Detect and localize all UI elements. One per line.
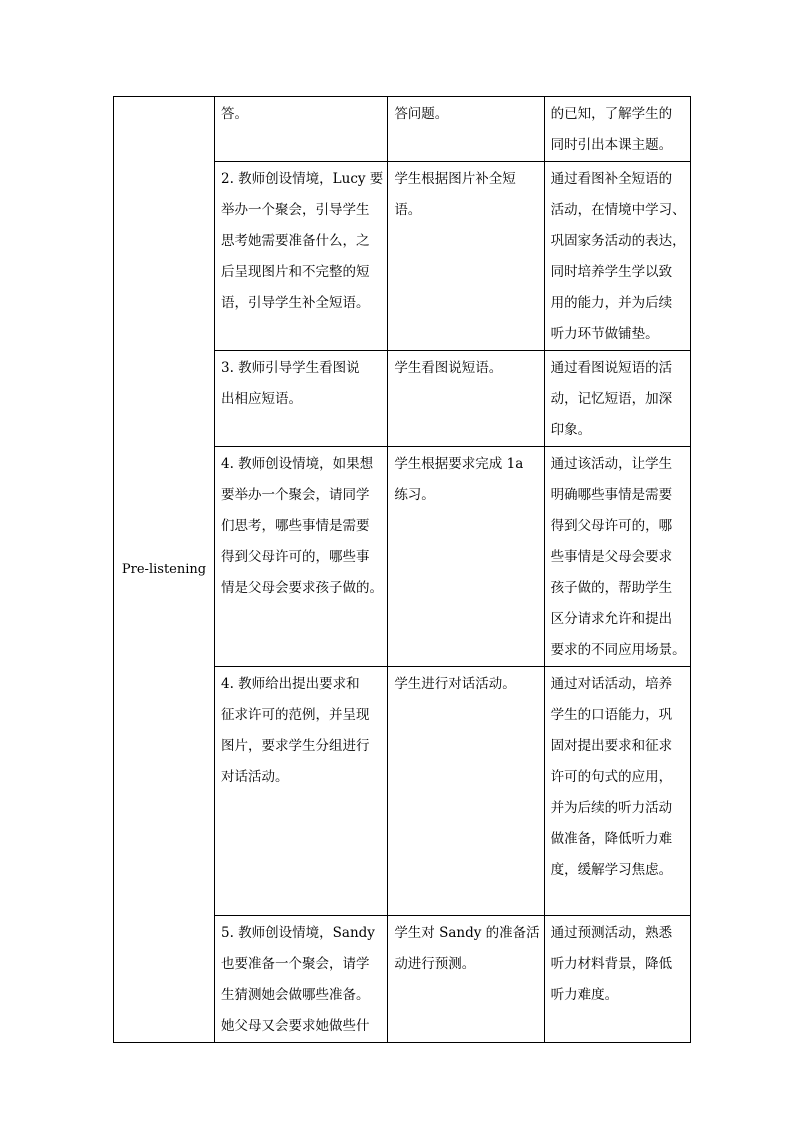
cell-line: 2. 教师创设情境，Lucy 要 [221,171,384,187]
cell-line: 语。 [394,202,422,218]
cell-line: 得到父母许可的，哪 [550,518,673,534]
cell-line: 听力难度。 [550,987,619,1003]
cell-line: 用的能力，并为后续 [550,295,673,311]
cell-line: 学生进行对话活动。 [394,676,516,692]
teacher-activity-cell [215,162,388,351]
cell-line: 学生根据图片补全短 [394,171,516,187]
cell-line: 学生根据要求完成 1a [394,456,524,472]
cell-line: 固对提出要求和征求 [550,738,673,754]
cell-line: 学生对 Sandy 的准备活 [394,925,540,941]
cell-line: 度，缓解学习焦虑。 [550,862,673,878]
student-activity-cell [388,447,544,667]
purpose-activity-cell [544,97,690,162]
cell-line: 后呈现图片和不完整的短 [221,264,370,280]
cell-line: 听力环节做铺垫。 [550,326,659,342]
cell-line: 思考她需要准备什么，之 [221,233,370,249]
stage-label: Pre-listening [114,97,215,1043]
purpose-activity-cell [544,447,690,667]
cell-line: 动进行预测。 [394,956,476,972]
cell-line: 学生看图说短语。 [394,360,503,376]
cell-line: 印象。 [550,422,592,438]
purpose-activity-cell [544,162,690,351]
cell-line: 同时引出本课主题。 [550,137,673,153]
cell-line: 通过该活动，让学生 [550,456,673,472]
student-activity-cell [388,351,544,447]
cell-line: 区分请求允许和提出 [550,611,673,627]
cell-line: 5. 教师创设情境，Sandy [221,925,375,941]
cell-line: 对话活动。 [221,769,289,785]
teacher-activity-cell [215,667,388,916]
cell-line: 生猜测她会做哪些准备。 [221,987,370,1003]
cell-line: 通过看图补全短语的 [550,171,673,187]
cell-line: 4. 教师给出提出要求和 [221,676,360,692]
table-row [114,97,691,162]
cell-line: 通过看图说短语的活 [550,360,673,376]
student-activity-cell [388,916,544,1043]
cell-line: 通过预测活动，熟悉 [550,925,673,941]
cell-line: 们思考，哪些事情是需要 [221,518,370,534]
cell-line: 活动，在情境中学习、 [550,202,686,218]
cell-line: 征求许可的范例，并呈现 [221,707,370,723]
cell-line: 图片，要求学生分组进行 [221,738,370,754]
cell-line: 听力材料背景，降低 [550,956,673,972]
student-activity-cell [388,97,544,162]
cell-line: 同时培养学生学以致 [550,264,673,280]
cell-line: 练习。 [394,487,435,503]
cell-line: 通过对话活动，培养 [550,676,673,692]
cell-line: 的已知，了解学生的 [550,106,673,122]
cell-line: 许可的句式的应用， [550,769,673,785]
student-activity-cell [388,162,544,351]
lesson-plan-table [113,96,691,1043]
cell-line: 3. 教师引导学生看图说 [221,360,360,376]
cell-line: 明确哪些事情是需要 [550,487,673,503]
cell-line: 得到父母许可的，哪些事 [221,549,370,565]
cell-line: 也要准备一个聚会，请学 [221,956,370,972]
cell-line: 些事情是父母会要求 [550,549,673,565]
teacher-activity-cell [215,916,388,1043]
cell-line: 孩子做的，帮助学生 [550,580,673,596]
purpose-activity-cell [544,667,690,916]
cell-line: 语，引导学生补全短语。 [221,295,370,311]
cell-line: 要求的不同应用场景。 [550,642,686,658]
cell-line: 动，记忆短语，加深 [550,391,673,407]
purpose-activity-cell [544,916,690,1043]
cell-line: 答。 [221,106,248,122]
cell-line: 学生的口语能力，巩 [550,707,673,723]
cell-line: 答问题。 [394,106,449,122]
table-body [114,97,691,1043]
cell-line: 情是父母会要求孩子做的。 [221,580,383,596]
teacher-activity-cell [215,447,388,667]
cell-line: 并为后续的听力活动 [550,800,673,816]
cell-line: 举办一个聚会，引导学生 [221,202,370,218]
student-activity-cell [388,667,544,916]
teacher-activity-cell [215,351,388,447]
cell-line: 4. 教师创设情境，如果想 [221,456,374,472]
cell-line: 她父母又会要求她做些什 [221,1018,370,1034]
cell-line: 出相应短语。 [221,391,302,407]
cell-line: 要举办一个聚会，请同学 [221,487,370,503]
cell-line: 做准备，降低听力难 [550,831,673,847]
purpose-activity-cell [544,351,690,447]
cell-line: 巩固家务活动的表达， [550,233,686,249]
teacher-activity-cell [215,97,388,162]
